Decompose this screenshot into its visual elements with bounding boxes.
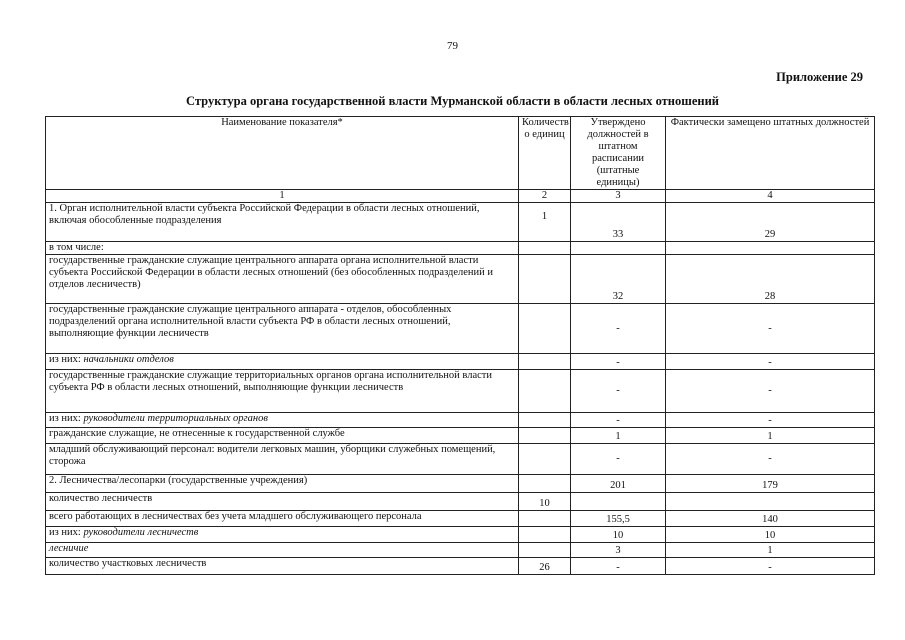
row-actual: 1 [666,543,875,558]
appendix-label: Приложение 29 [776,70,863,84]
table-header-row [46,117,875,190]
table-row [46,428,875,444]
table-row [46,255,875,304]
row-actual: - [666,370,875,413]
row-name: из них: руководители территориальных органов [46,413,519,428]
row-actual: - [666,558,875,575]
row-actual: - [666,304,875,354]
row-actual [666,493,875,511]
table-row [46,203,875,242]
table-row [46,354,875,370]
row-actual: 1 [666,428,875,444]
row-actual: 29 [666,203,875,242]
row-approved: - [571,304,666,354]
row-approved: 33 [571,203,666,242]
table-row [46,304,875,354]
header-unit-count: Количеств о единиц [519,117,571,190]
table-row [46,475,875,493]
row-approved: - [571,413,666,428]
row-approved: - [571,354,666,370]
row-approved: 155,5 [571,511,666,527]
table-row [46,242,875,255]
document-title: Структура органа государственной власти Мурманской области в области лесных отношений [186,94,719,108]
row-count [519,354,571,370]
table-row [46,511,875,527]
column-number: 1 [46,190,519,203]
row-actual [666,242,875,255]
row-count [519,304,571,354]
row-approved: 201 [571,475,666,493]
row-approved: 1 [571,428,666,444]
row-name: государственные гражданские служащие центрального аппарата органа исполнительной власти субъекта Российской Федерации в области лесных отношений (без обособленных подразделений и отделов лесничеств) [46,255,519,304]
row-count [519,255,571,304]
row-approved [571,242,666,255]
row-name: всего работающих в лесничествах без учета младшего обслуживающего персонала [46,511,519,527]
row-name: государственные гражданские служащие центрального аппарата - отделов, обособленных подразделений органа исполнительной власти субъекта РФ в области лесных отношений, выполняющие функции лесничеств [46,304,519,354]
table-row [46,527,875,543]
row-actual: 140 [666,511,875,527]
column-number: 4 [666,190,875,203]
column-number-row [46,190,875,203]
row-actual: 10 [666,527,875,543]
row-name: количество участковых лесничеств [46,558,519,575]
row-count [519,511,571,527]
table-row [46,558,875,575]
row-actual: - [666,354,875,370]
row-actual: - [666,444,875,475]
header-approved-positions: Утверждено должностей в штатном расписании (штатные единицы) [571,117,666,190]
row-count [519,444,571,475]
row-count [519,242,571,255]
row-name: лесничие [46,543,519,558]
row-count [519,543,571,558]
table-row [46,413,875,428]
row-approved: - [571,370,666,413]
row-name: из них: начальники отделов [46,354,519,370]
row-name: младший обслуживающий персонал: водители легковых машин, уборщики служебных помещений, сторожа [46,444,519,475]
table-row [46,370,875,413]
header-filled-positions: Фактически замещено штатных должностей [666,117,875,190]
row-count [519,413,571,428]
row-approved: 10 [571,527,666,543]
row-count: 10 [519,493,571,511]
row-actual: 179 [666,475,875,493]
row-name: из них: руководители лесничеств [46,527,519,543]
column-number: 3 [571,190,666,203]
table-row [46,493,875,511]
row-approved: - [571,444,666,475]
column-number: 2 [519,190,571,203]
row-name: 2. Лесничества/лесопарки (государственные учреждения) [46,475,519,493]
header-indicator-name: Наименование показателя* [46,117,519,190]
row-actual: 28 [666,255,875,304]
row-count [519,428,571,444]
row-name: количество лесничеств [46,493,519,511]
row-name: в том числе: [46,242,519,255]
row-name: 1. Орган исполнительной власти субъекта Российской Федерации в области лесных отношений, включая обособленные подразделения [46,203,519,242]
page-number: 79 [447,40,458,52]
row-name: гражданские служащие, не отнесенные к государственной службе [46,428,519,444]
structure-table [45,116,875,575]
row-count: 1 [519,203,571,242]
table-row [46,444,875,475]
row-approved: 32 [571,255,666,304]
row-count: 26 [519,558,571,575]
row-count [519,527,571,543]
row-approved [571,493,666,511]
row-actual: - [666,413,875,428]
row-approved: - [571,558,666,575]
row-count [519,370,571,413]
row-name: государственные гражданские служащие территориальных органов органа исполнительной власти субъекта РФ в области лесных отношений, выполняющие функции лесничеств [46,370,519,413]
table-row [46,543,875,558]
row-count [519,475,571,493]
row-approved: 3 [571,543,666,558]
